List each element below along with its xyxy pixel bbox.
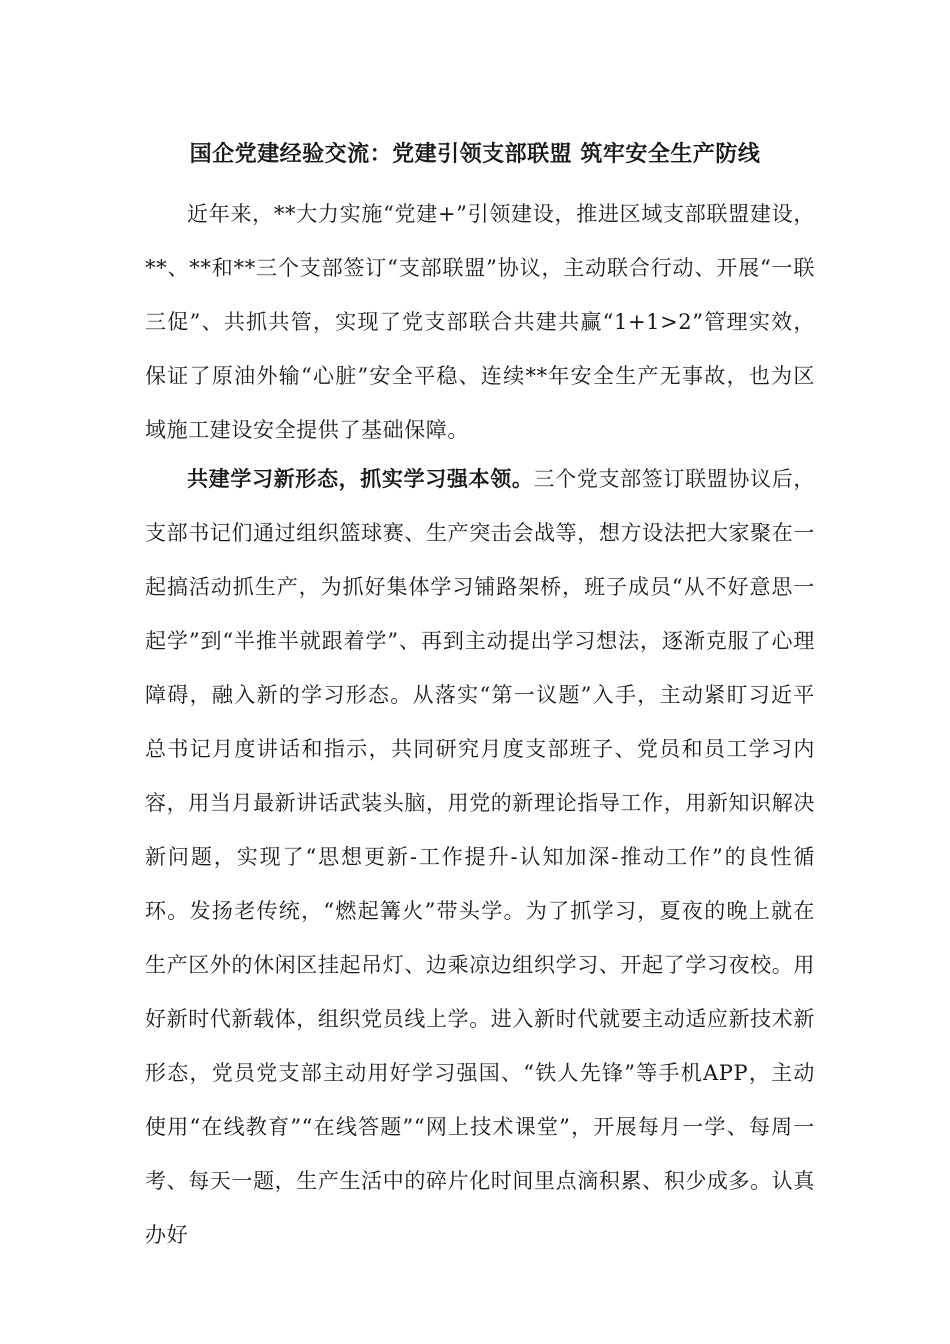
paragraph-lead: 共建学习新形态，抓实学习强本领。 [187,466,534,491]
paragraph-text: 近年来，**大力实施“党建+”引领建设，推进区域支部联盟建设，**、**和**三个支部签订“支部联盟”协议，主动联合行动、开展“一联三促”、共抓共管，实现了党支部联合共建共赢“1+1>2”管理实效，保证了原油外输“心脏”安全平稳、连续**年安全生产无事故，也为区域施工建设安全提供了基础保障。 [145,202,815,442]
paragraph-text: 三个党支部签订联盟协议后，支部书记们通过组织篮球赛、生产突击会战等，想方设法把大家聚在一起搞活动抓生产，为抓好集体学习铺路架桥，班子成员“从不好意思一起学”到“半推半就跟着学”、再到主动提出学习想法，逐渐克服了心理障碍，融入新的学习形态。从落实“第一议题”入手，主动紧盯习近平总书记月度讲话和指示，共同研究月度支部班子、党员和员工学习内容，用当月最新讲话武装头脑，用党的新理论指导工作，用新知识解决新问题，实现了“思想更新-工作提升-认知加深-推动工作”的良性循环。发扬老传统，“燃起篝火”带头学。为了抓学习，夏夜的晚上就在生产区外的休闲区挂起吊灯、边乘凉边组织学习、开起了学习夜校。用好新时代新载体，组织党员线上学。进入新时代就要主动适应新技术新形态，党员党支部主动用好学习强国、“铁人先锋”等手机APP，主动使用“在线教育”“在线答题”“网上技术课堂”，开展每月一学、每周一考、每天一题，生产生活中的碎片化时间里点滴积累、积少成多。认真办好 [145,467,815,1247]
document-title: 国企党建经验交流：党建引领支部联盟 筑牢安全生产防线 [189,141,761,167]
paragraph-intro [145,187,815,457]
paragraph-study [145,452,815,1262]
